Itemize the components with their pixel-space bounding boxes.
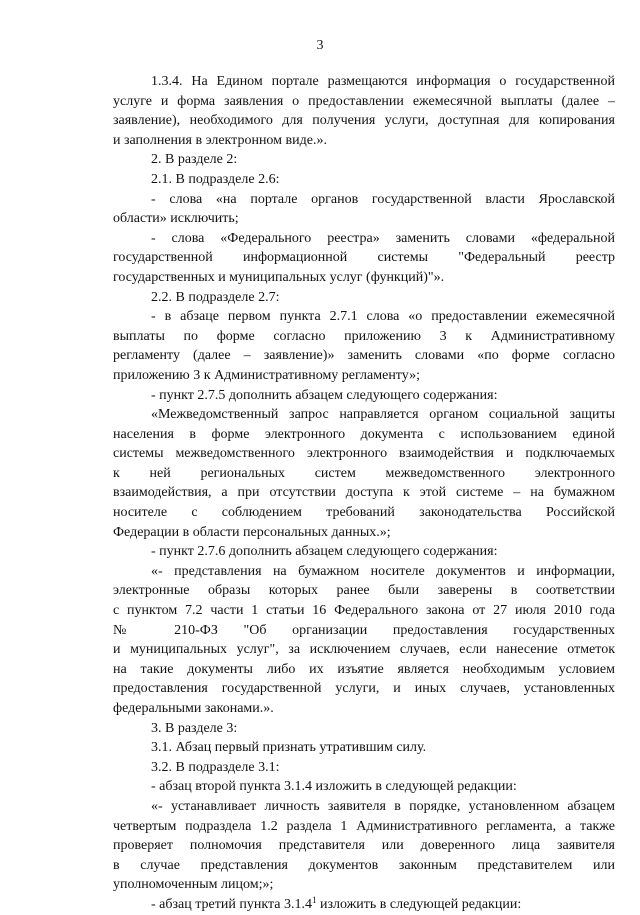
paragraph — [113, 72, 615, 150]
paragraph — [113, 307, 615, 385]
paragraph-line: области» исключить; — [113, 211, 239, 227]
paragraph-line: - в абзаце первом пункта 2.7.1 слова «о предоставлении ежемесячной — [151, 309, 615, 325]
paragraph-line: выплаты по форме согласно приложению 3 к Административному — [113, 328, 615, 344]
paragraph-line: «Межведомственный запрос направляется органом социальной защиты — [151, 407, 615, 423]
paragraph — [113, 405, 615, 542]
paragraph-line: - пункт 2.7.6 дополнить абзацем следующего содержания: — [151, 544, 498, 560]
paragraph-line: федеральными законами.». — [113, 701, 274, 716]
paragraph-line: государственных и муниципальных услуг (функций)"». — [113, 269, 445, 285]
paragraph-line: № 210-ФЗ "Об организации предоставления государственных — [113, 622, 615, 638]
last-line-text-after: изложить в следующей редакции: — [316, 896, 522, 912]
paragraph-line: Федерации в области персональных данных.»; — [113, 524, 391, 540]
paragraph — [113, 170, 615, 190]
paragraph-line: заявление), необходимого для получения услуги, доступная для копирования — [113, 113, 615, 129]
paragraph-line: государственной информационной системы "Федеральный реестр — [113, 250, 615, 266]
paragraph-line: населения в форме электронного документа с использованием единой — [113, 426, 615, 442]
paragraph — [113, 738, 615, 758]
page-number: 3 — [316, 38, 324, 53]
last-line-text-before: - абзац третий пункта 3.1.4 — [151, 896, 312, 912]
paragraph — [113, 777, 615, 797]
paragraph-line: 2. В разделе 2: — [151, 152, 238, 168]
document-body — [113, 72, 615, 915]
paragraph-line: приложению 3 к Административному регламенту»; — [113, 367, 420, 383]
paragraph — [113, 386, 615, 406]
paragraph — [113, 758, 615, 778]
paragraph — [113, 542, 615, 562]
paragraph-line: к ней региональных систем межведомственного электронного — [113, 465, 615, 481]
paragraph-line: - слова «Федерального реестра» заменить словами «федеральной — [151, 230, 615, 246]
superscript-index: 1 — [311, 894, 317, 905]
paragraph-line: и муниципальных услуг", за исключением случаев, если нанесение отметок — [113, 642, 615, 658]
paragraph — [113, 797, 615, 895]
paragraph-line: 1.3.4. На Едином портале размещаются информация о государственной — [151, 74, 615, 89]
paragraph — [113, 150, 615, 170]
paragraph-line: электронные образы которых ранее были заверены в соответствии — [113, 583, 615, 599]
paragraph-line: 3.2. В подразделе 3.1: — [151, 759, 280, 775]
paragraph-line: 3.1. Абзац первый признать утратившим силу. — [151, 740, 427, 756]
paragraph-line: проверяет полномочия представителя или доверенного лица заявителя — [113, 838, 615, 854]
paragraph-line: с пунктом 7.2 части 1 статьи 16 Федерального закона от 27 июля 2010 года — [113, 603, 615, 619]
paragraph-line: - слова «на портале органов государственной власти Ярославской — [151, 191, 615, 207]
paragraph-line: «- устанавливает личность заявителя в порядке, установленном абзацем — [151, 798, 615, 814]
paragraph-line: предоставления государственной услуги, и иных случаев, установленных — [113, 681, 615, 697]
paragraph-line: взаимодействия, а при отсутствии доступа к этой системе – на бумажном — [113, 485, 615, 501]
paragraph-line: и заполнения в электронном виде.». — [113, 132, 327, 148]
paragraph-line: в случае представления документов законным представителем или — [113, 857, 615, 873]
paragraph-line: 2.1. В подразделе 2.6: — [151, 171, 280, 187]
paragraph-line: «- представления на бумажном носителе документов и информации, — [151, 563, 615, 579]
paragraph-line: - абзац второй пункта 3.1.4 изложить в следующей редакции: — [151, 779, 517, 795]
paragraph — [113, 562, 615, 719]
paragraph-line: уполномоченным лицом;»; — [113, 877, 274, 893]
paragraph-line: - пункт 2.7.5 дополнить абзацем следующего содержания: — [151, 387, 498, 403]
paragraph-line: системы межведомственного электронного взаимодействия и подключаемых — [113, 446, 615, 462]
paragraph-line: носителе с соблюдением требований законодательства Российской — [113, 505, 615, 521]
paragraph-line: четвертым подраздела 1.2 раздела 1 Административного регламента, а также — [113, 818, 615, 834]
paragraph — [113, 229, 615, 288]
paragraph — [113, 288, 615, 308]
paragraph-line: услуге и форма заявления о предоставлении ежемесячной выплаты (далее – — [113, 93, 615, 109]
paragraph-line: 3. В разделе 3: — [151, 720, 238, 736]
paragraph-line: регламенту (далее – заявление)» заменить словами «по форме согласно — [113, 348, 615, 364]
paragraph — [113, 719, 615, 739]
paragraph-line: на такие документы либо их изъятие является необходимым условием — [113, 661, 615, 677]
paragraph — [113, 190, 615, 229]
paragraph-line: 2.2. В подразделе 2.7: — [151, 289, 280, 305]
